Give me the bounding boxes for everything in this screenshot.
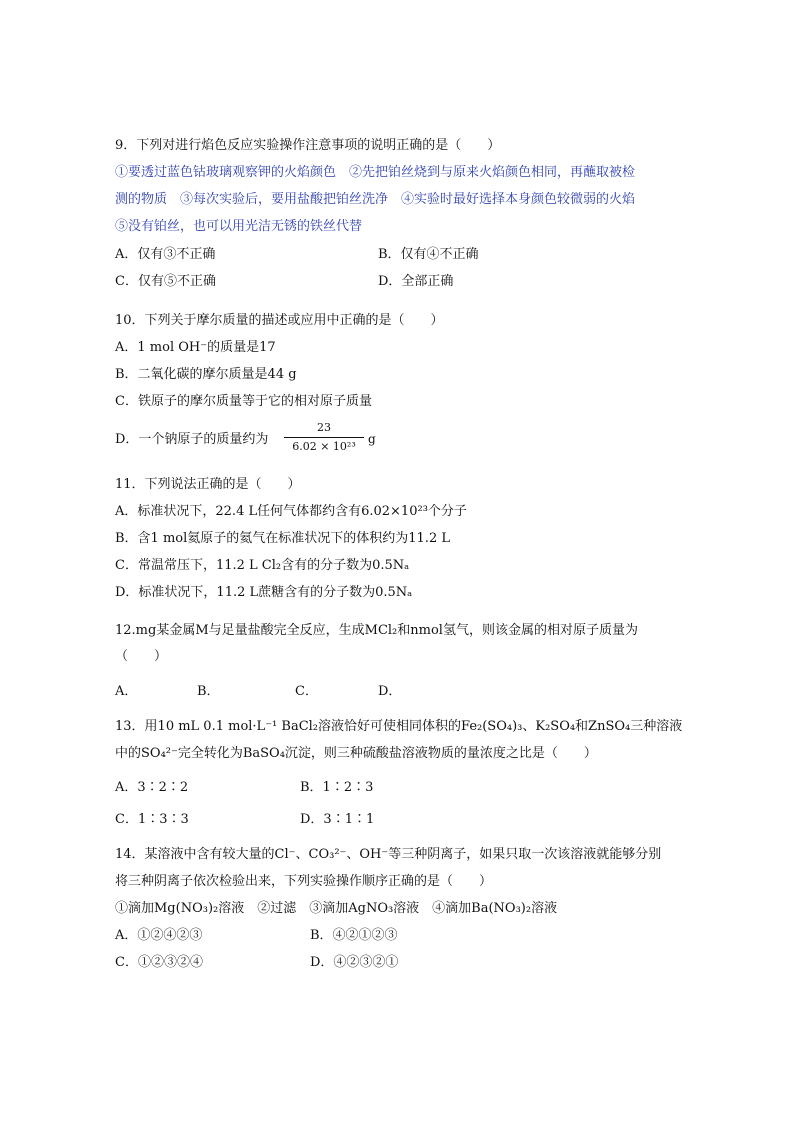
q14-option-b: B．④②①②③ [310, 928, 398, 943]
q14-line1: 14．某溶液中含有较大量的Cl⁻、CO₃²⁻、OH⁻等三种阴离子，如果只取一次该溶液就能够分别 [115, 847, 662, 862]
q9-option-d: D．全部正确 [378, 274, 454, 289]
q12-option-b: B． [197, 684, 220, 699]
q9-stem: 9．下列对进行焰色反应实验操作注意事项的说明正确的是（ ） [115, 138, 501, 153]
q13-option-d: D．3∶1∶1 [300, 812, 375, 827]
q10-option-c: C．铁原子的摩尔质量等于它的相对原子质量 [115, 394, 372, 409]
q13-option-a: A．3∶2∶2 [115, 780, 189, 795]
q9-option-b: B．仅有④不正确 [378, 247, 479, 262]
q9-line2: 测的物质 ③每次实验后，要用盐酸把铂丝洗净 ④实验时最好选择本身颜色较微弱的火焰 [115, 192, 636, 207]
q13-line1: 13．用10 mL 0.1 mol·L⁻¹ BaCl₂溶液恰好可使相同体积的Fe₂(SO₄)₃、K₂SO₄和ZnSO₄三种溶液 [115, 719, 683, 734]
q12-option-c: C． [295, 684, 318, 699]
q12-option-a: A． [115, 684, 138, 699]
q14-line2: 将三种阴离子依次检验出来，下列实验操作顺序正确的是（ ） [115, 874, 493, 889]
fraction-denominator: 6.02 × 10²³ [292, 440, 356, 453]
q9-option-a: A．仅有③不正确 [115, 247, 216, 262]
q9-line3: ⑤没有铂丝，也可以用光洁无锈的铁丝代替 [115, 219, 363, 234]
fraction-bar [284, 437, 364, 438]
q12-paren: （ ） [115, 649, 168, 664]
q11-stem: 11．下列说法正确的是（ ） [115, 477, 301, 492]
q9-line1: ①要透过蓝色钴玻璃观察钾的火焰颜色 ②先把铂丝烧到与原来火焰颜色相同，再蘸取被检 [115, 165, 636, 180]
q11-option-b: B．含1 mol氦原子的氦气在标准状况下的体积约为11.2 L [115, 531, 450, 546]
q10-stem: 10．下列关于摩尔质量的描述或应用中正确的是（ ） [115, 313, 444, 328]
q14-option-a: A．①②④②③ [115, 928, 203, 943]
q12-option-d: D． [378, 684, 402, 699]
q11-option-c: C．常温常压下，11.2 L Cl₂含有的分子数为0.5Nₐ [115, 558, 410, 573]
q13-line2: 中的SO₄²⁻完全转化为BaSO₄沉淀，则三种硫酸盐溶液物质的量浓度之比是（ ） [115, 746, 597, 761]
q13-option-c: C．1∶3∶3 [115, 812, 189, 827]
q10-option-d: D．一个钠原子的质量约为 [115, 432, 269, 447]
q14-option-d: D．④②③②① [310, 955, 399, 970]
q11-option-d: D．标准状况下，11.2 L蔗糖含有的分子数为0.5Nₐ [115, 585, 413, 600]
q10-fraction [284, 421, 364, 454]
q12-stem: 12.mg某金属M与足量盐酸完全反应，生成MCl₂和nmol氢气，则该金属的相对原子质量为 [115, 623, 638, 638]
q13-option-b: B．1∶2∶3 [300, 780, 374, 795]
q14-option-c: C．①②③②④ [115, 955, 203, 970]
q10-option-b: B．二氧化碳的摩尔质量是44 g [115, 367, 297, 382]
fraction-numerator: 23 [317, 421, 331, 434]
q10-option-a: A．1 mol OH⁻的质量是17 [115, 340, 276, 355]
q11-option-a: A．标准状况下，22.4 L任何气体都约含有6.02×10²³个分子 [115, 504, 467, 519]
q14-line3: ①滴加Mg(NO₃)₂溶液 ②过滤 ③滴加AgNO₃溶液 ④滴加Ba(NO₃)₂溶液 [115, 901, 558, 916]
q10-unit: g [368, 432, 376, 446]
q9-option-c: C．仅有⑤不正确 [115, 274, 216, 289]
